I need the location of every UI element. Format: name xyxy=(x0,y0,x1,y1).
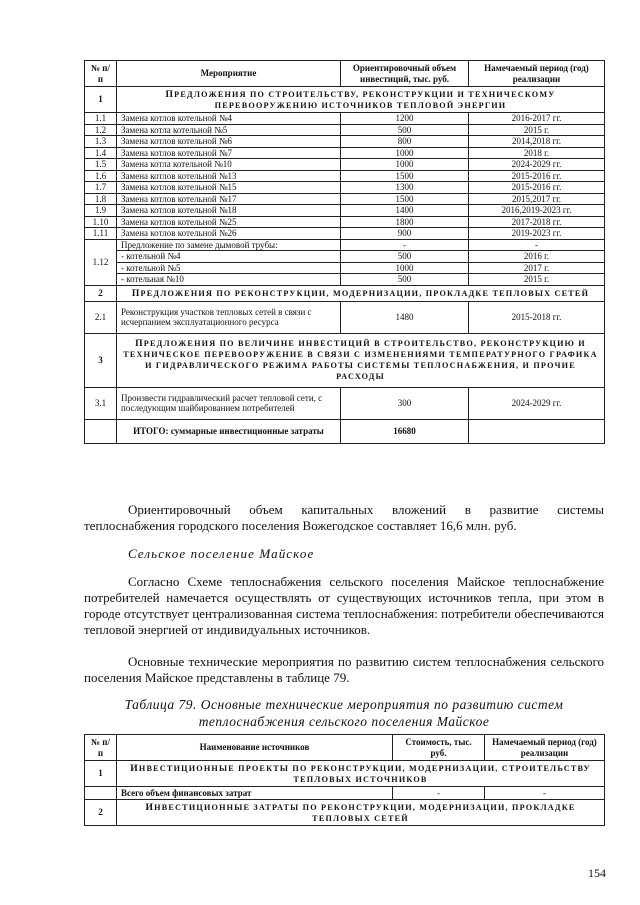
table-caption: Таблица 79. Основные технические мероприятия по развитию систем теплоснабжения сельского поселения Майское xyxy=(124,697,564,729)
row-cost: 1500 xyxy=(341,170,469,182)
row-cost: 1000 xyxy=(341,159,469,171)
row-measure: Реконструкция участков тепловых сетей в связи с исчерпанием эксплуатационного ресурса xyxy=(117,301,341,333)
row-measure: Замена котлов котельной №18 xyxy=(117,205,341,217)
investment-table xyxy=(84,60,605,444)
section-title: ПРЕДЛОЖЕНИЯ ПО РЕКОНСТРУКЦИИ, МОДЕРНИЗАЦИИ, ПРОКЛАДКЕ ТЕПЛОВЫХ СЕТЕЙ xyxy=(117,285,605,301)
row-period: 2016 г. xyxy=(469,251,605,263)
row-period: 2018 г. xyxy=(469,147,605,159)
row-num: 1.2 xyxy=(85,124,117,136)
row-period: 2017-2018 гг. xyxy=(469,216,605,228)
row-cost: 1300 xyxy=(341,182,469,194)
row-cost: - xyxy=(393,787,485,800)
row-measure: - котельной №5 xyxy=(117,262,341,274)
row-num: 1.6 xyxy=(85,170,117,182)
total-label: ИТОГО: суммарные инвестиционные затраты xyxy=(117,419,341,443)
row-num: 1.10 xyxy=(85,216,117,228)
col-header-period: Намечаемый период (год) реализации xyxy=(485,735,605,761)
row-num: 2.1 xyxy=(85,301,117,333)
table-row xyxy=(85,228,605,240)
row-period: 2024-2029 гг. xyxy=(469,159,605,171)
col-header-source: Наименование источников xyxy=(117,735,393,761)
row-measure: Замена котлов котельной №7 xyxy=(117,147,341,159)
table-row xyxy=(85,193,605,205)
total-period-empty xyxy=(469,419,605,443)
row-period: 2019-2023 гг. xyxy=(469,228,605,240)
table-row xyxy=(85,205,605,217)
row-num: 1.12 xyxy=(85,239,117,285)
col-header-num: № п/п xyxy=(85,735,117,761)
row-measure: Замена котлов котельной №4 xyxy=(117,113,341,125)
table-row xyxy=(85,147,605,159)
row-num: 3.1 xyxy=(85,387,117,419)
row-measure: Замена котлов котельной №15 xyxy=(117,182,341,194)
row-measure: Замена котла котельной №10 xyxy=(117,159,341,171)
row-period: 2015,2017 гг. xyxy=(469,193,605,205)
paragraph-reference: Основные технические мероприятия по развитию систем теплоснабжения сельского поселения Майское представлены в таблице 79. xyxy=(84,654,604,685)
col-header-cost: Стоимость, тыс. руб. xyxy=(393,735,485,761)
total-num-empty xyxy=(85,419,117,443)
row-period: 2014,2018 гг. xyxy=(469,136,605,148)
row-measure: - котельная №10 xyxy=(117,274,341,286)
table-row xyxy=(85,170,605,182)
table-row xyxy=(85,159,605,171)
row-period: 2016-2017 гг. xyxy=(469,113,605,125)
col-header-cost: Ориентировочный объем инвестиций, тыс. руб. xyxy=(341,61,469,87)
subheading: Сельское поселение Майское xyxy=(128,546,315,561)
section-title: ИНВЕСТИЦИОННЫЕ ПРОЕКТЫ ПО РЕКОНСТРУКЦИИ, МОДЕРНИЗАЦИИ, СТРОИТЕЛЬСТВУ ТЕПЛОВЫХ ИСТОЧНИКОВ xyxy=(117,761,605,787)
row-cost: 300 xyxy=(341,387,469,419)
row-period: 2015-2016 гг. xyxy=(469,182,605,194)
section-num: 2 xyxy=(85,285,117,301)
row-num: 1.3 xyxy=(85,136,117,148)
row-measure: Замена котлов котельной №13 xyxy=(117,170,341,182)
row-period: 2015-2018 гг. xyxy=(469,301,605,333)
row-measure: - котельной №4 xyxy=(117,251,341,263)
section-title: ПРЕДЛОЖЕНИЯ ПО ВЕЛИЧИНЕ ИНВЕСТИЦИЙ В СТРОИТЕЛЬСТВО, РЕКОНСТРУКЦИЮ И ТЕХНИЧЕСКОЕ ПЕРЕВООРУЖЕНИЕ В СВЯЗИ С ИЗМЕНЕНИЯМИ ТЕМПЕРАТУРНОГО ГРАФИКА И ГИДРАВЛИЧЕСКОГО РЕЖИМА РАБОТЫ СИСТЕМЫ ТЕПЛОСНАБЖЕНИЯ, И ПРОЧИЕ РАСХОДЫ xyxy=(117,333,605,387)
row-cost: 500 xyxy=(341,251,469,263)
section-num: 1 xyxy=(85,87,117,113)
table-row xyxy=(85,124,605,136)
col-header-period: Намечаемый период (год) реализации xyxy=(469,61,605,87)
paragraph-description: Согласно Схеме теплоснабжения сельского поселения Майское теплоснабжение потребителей намечается осуществлять от существующих источников тепла, при этом в городе отсутствует централизованная система теплоснабжения: потребители обеспечиваются тепловой энергией от индивидуальных источников. xyxy=(84,574,604,637)
row-num: 1.9 xyxy=(85,205,117,217)
row-cost: 1500 xyxy=(341,193,469,205)
row-period: 2024-2029 гг. xyxy=(469,387,605,419)
section-num: 3 xyxy=(85,333,117,387)
table-row xyxy=(85,216,605,228)
row-cost: 900 xyxy=(341,228,469,240)
section-title: ИНВЕСТИЦИОННЫЕ ЗАТРАТЫ ПО РЕКОНСТРУКЦИИ, МОДЕРНИЗАЦИИ, ПРОКЛАДКЕ ТЕПЛОВЫХ СЕТЕЙ xyxy=(117,800,605,826)
row-period: 2015 г. xyxy=(469,124,605,136)
row-measure: Предложение по замене дымовой трубы: xyxy=(117,239,341,251)
row-period: - xyxy=(469,239,605,251)
row-num: 1.4 xyxy=(85,147,117,159)
row-num: 1.5 xyxy=(85,159,117,171)
row-cost: 1200 xyxy=(341,113,469,125)
measures-table xyxy=(84,734,605,826)
row-measure: Замена котлов котельной №26 xyxy=(117,228,341,240)
row-period: 2015 г. xyxy=(469,274,605,286)
section-num: 1 xyxy=(85,761,117,787)
paragraph-summary: Ориентировочный объем капитальных вложений в развитие системы теплоснабжения городского поселения Вожегодское составляет 16,6 млн. руб. xyxy=(84,502,604,533)
row-measure: Замена котлов котельной №17 xyxy=(117,193,341,205)
row-cost: 1800 xyxy=(341,216,469,228)
row-period: 2016,2019-2023 гг. xyxy=(469,205,605,217)
row-period: - xyxy=(485,787,605,800)
row-period: 2015-2016 гг. xyxy=(469,170,605,182)
col-header-measure: Мероприятие xyxy=(117,61,341,87)
row-num: 1.1 xyxy=(85,113,117,125)
table-row xyxy=(85,182,605,194)
row-source: Всего объем финансовых затрат xyxy=(117,787,393,800)
page-number: 154 xyxy=(588,866,606,880)
table-row xyxy=(85,136,605,148)
row-measure: Замена котлов котельной №6 xyxy=(117,136,341,148)
table-row xyxy=(85,113,605,125)
row-cost: 1000 xyxy=(341,147,469,159)
section-num: 2 xyxy=(85,800,117,826)
row-measure: Замена котлов котельной №25 xyxy=(117,216,341,228)
row-num-empty xyxy=(85,787,117,800)
row-num: 1.8 xyxy=(85,193,117,205)
row-cost: 500 xyxy=(341,274,469,286)
total-value: 16680 xyxy=(341,419,469,443)
row-measure: Замена котла котельной №5 xyxy=(117,124,341,136)
col-header-num: № п/п xyxy=(85,61,117,87)
row-measure: Произвести гидравлический расчет тепловой сети, с последующим шайбированием потребителей xyxy=(117,387,341,419)
section-title: ПРЕДЛОЖЕНИЯ ПО СТРОИТЕЛЬСТВУ, РЕКОНСТРУКЦИИ И ТЕХНИЧЕСКОМУ ПЕРЕВООРУЖЕНИЮ ИСТОЧНИКОВ ТЕПЛОВОЙ ЭНЕРГИИ xyxy=(117,87,605,113)
row-period: 2017 г. xyxy=(469,262,605,274)
row-cost: 1400 xyxy=(341,205,469,217)
row-cost: 1000 xyxy=(341,262,469,274)
row-cost: 800 xyxy=(341,136,469,148)
row-num: 1.11 xyxy=(85,228,117,240)
row-cost: 1480 xyxy=(341,301,469,333)
row-num: 1.7 xyxy=(85,182,117,194)
row-cost: - xyxy=(341,239,469,251)
row-cost: 500 xyxy=(341,124,469,136)
